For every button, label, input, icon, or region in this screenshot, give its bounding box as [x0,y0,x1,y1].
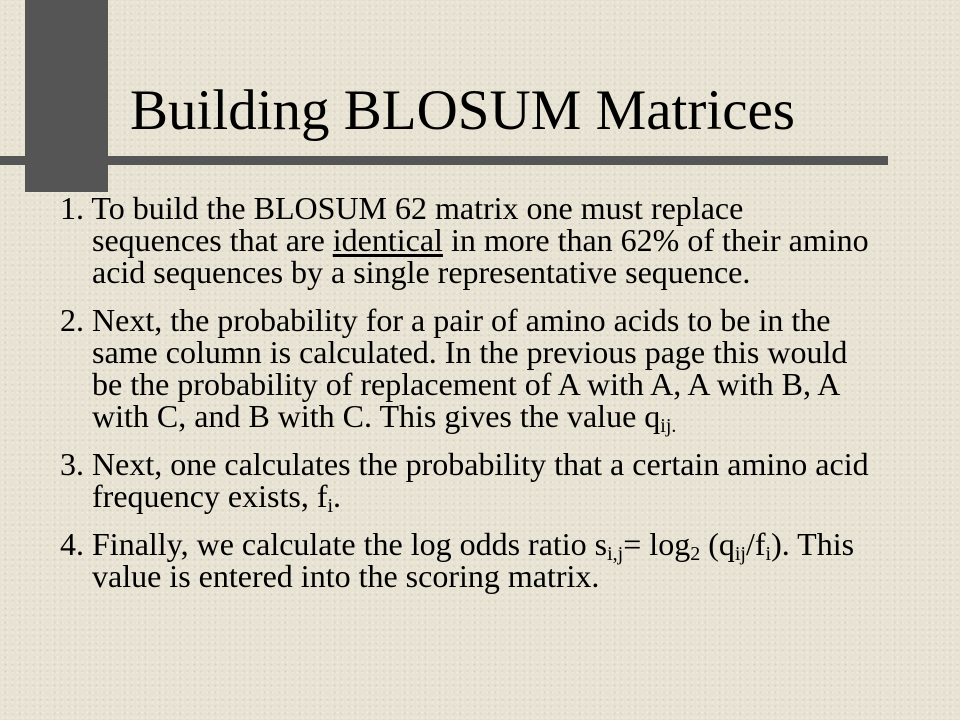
item-3-text: 3. Next, one calculates the probability that a certain amino acid frequency exists, f [60,446,869,514]
item-4-text: 4. Finally, we calculate the log odds ratio s [60,526,608,562]
item-1-text-end: in more than 62% of their amino acid sequences by a single representative sequence. [92,222,869,290]
identical-underlined-word: identical [332,222,443,258]
item-4-subscript-f: i [765,543,772,565]
list-item-2 [60,302,870,437]
title-rule [0,156,888,165]
slide-body [60,192,870,592]
item-4-subscript-ij: i,j [607,543,624,565]
item-2-subscript: ij. [660,415,677,437]
item-4-text-end: ). This value is entered into the scoring matrix. [92,526,855,594]
item-4-text-f: /f [745,526,766,562]
item-3-subscript: i [327,495,334,517]
item-2-text: 2. Next, the probability for a pair of amino acids to be in the same column is calculated. In the previous page this would be the probability of replacement of A with A, A with B, A with C, and B with C. This gives the value q [60,302,848,434]
list-item-3 [60,446,870,517]
item-1-text: 1. To build the BLOSUM 62 matrix one must replace sequences that are [60,190,744,258]
item-4-subscript-2: 2 [690,543,701,565]
list-item-1 [60,192,870,288]
slide-title: Building BLOSUM Matrices [130,79,795,142]
list-item-4 [60,528,870,592]
item-4-text-q: (q [700,526,735,562]
item-3-text-end: . [333,478,342,514]
item-4-subscript-q: ij [734,543,746,565]
item-4-text-log: = log [623,526,691,562]
